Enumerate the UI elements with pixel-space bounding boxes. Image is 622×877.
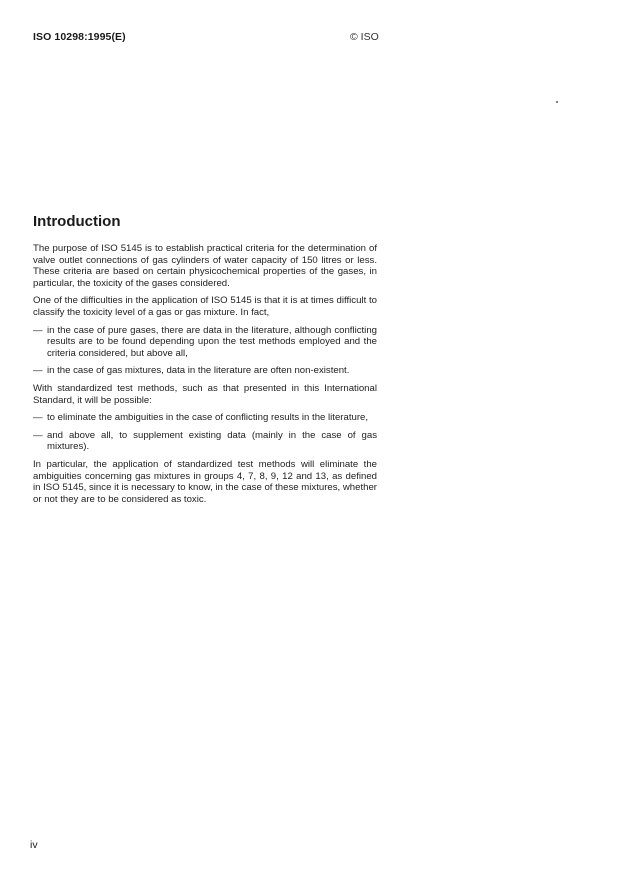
list-item bbox=[33, 412, 377, 424]
list-dash: — bbox=[33, 412, 43, 424]
header-document-id: ISO 10298:1995(E) bbox=[33, 31, 126, 43]
list-dash: — bbox=[33, 324, 43, 336]
list-item-text: in the case of pure gases, there are data in the literature, although conflicting results are to be found depending upon the test methods employed and the criteria considered, but above all, bbox=[47, 324, 377, 359]
list-difficulties bbox=[33, 325, 377, 377]
paragraph-purpose: The purpose of ISO 5145 is to establish practical criteria for the determination of valve outlet connections of gas cylinders of water capacity of 150 litres or less. These criteria are based on certain physicochemical properties of the gases, in particular, the toxicity of the gases considered. bbox=[33, 243, 377, 289]
stray-mark bbox=[556, 101, 558, 103]
paragraph-difficulties: One of the difficulties in the application of ISO 5145 is that it is at times difficult to classify the toxicity level of a gas or gas mixture. In fact, bbox=[33, 295, 377, 318]
section-title: Introduction bbox=[33, 213, 121, 230]
list-item bbox=[33, 365, 377, 377]
list-item bbox=[33, 430, 377, 453]
list-item-text: and above all, to supplement existing data (mainly in the case of gas mixtures). bbox=[47, 429, 377, 453]
list-item bbox=[33, 325, 377, 360]
paragraph-in-particular: In particular, the application of standardized test methods will eliminate the ambiguities concerning gas mixtures in groups 4, 7, 8, 9, 12 and 13, as defined in ISO 5145, since it is necessary to know, in the case of these mixtures, whether or not they are to be considered as toxic. bbox=[33, 458, 377, 505]
page-number: iv bbox=[30, 839, 38, 851]
list-item-text: in the case of gas mixtures, data in the literature are often non-existent. bbox=[47, 365, 350, 377]
section-body bbox=[33, 243, 377, 511]
paragraph-standardized-methods: With standardized test methods, such as that presented in this International Standard, it will be possible: bbox=[33, 382, 377, 406]
list-item-text: to eliminate the ambiguities in the case of conflicting results in the literature, bbox=[47, 412, 369, 424]
list-benefits bbox=[33, 412, 377, 453]
list-dash: — bbox=[33, 429, 43, 441]
list-dash: — bbox=[33, 365, 43, 377]
header-copyright: © ISO bbox=[350, 31, 379, 43]
